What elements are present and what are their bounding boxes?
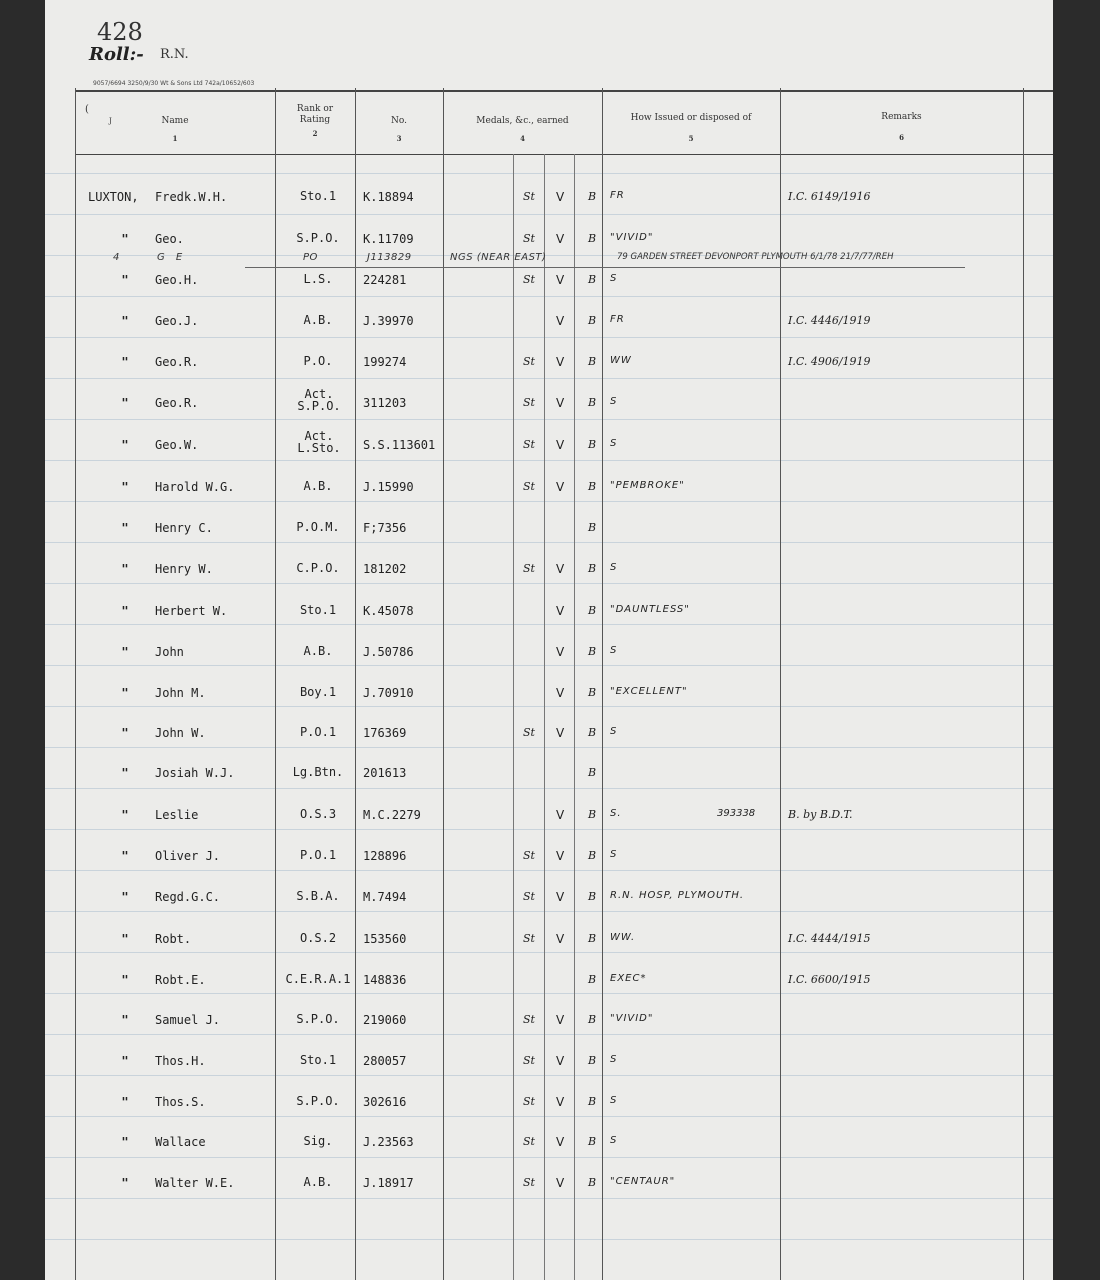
ruled-line <box>45 296 1053 297</box>
british-war-medal: B <box>588 766 597 779</box>
table-row <box>45 1095 1053 1117</box>
handwritten-insert <box>45 252 1053 274</box>
forename: Fredk.W.H. <box>155 190 228 204</box>
service-number: J.18917 <box>363 1176 414 1190</box>
star-medal: St <box>523 190 535 203</box>
table-row <box>45 973 1053 995</box>
rank: P.O.1 <box>299 848 337 862</box>
rank: P.O. <box>303 354 333 368</box>
forename: John <box>155 645 184 659</box>
victory-medal: V <box>556 1135 565 1149</box>
rank: L.S. <box>303 272 333 286</box>
how-issued: WW <box>610 355 632 366</box>
british-war-medal: B <box>588 1095 597 1108</box>
remarks: I.C. 4444/1915 <box>788 932 871 945</box>
british-war-medal: B <box>588 604 597 617</box>
ruled-line <box>45 788 1053 789</box>
british-war-medal: B <box>588 890 597 903</box>
how-issued: S <box>610 1095 618 1106</box>
col-j-mark: J <box>109 117 112 125</box>
name-ditto: " <box>121 1135 129 1149</box>
victory-medal: V <box>556 396 565 410</box>
british-war-medal: B <box>588 849 597 862</box>
rank: S.P.O. <box>296 231 340 245</box>
table-row <box>45 355 1053 377</box>
victory-medal: V <box>556 726 565 740</box>
how-issued: "PEMBROKE" <box>610 480 685 491</box>
how-issued: S <box>610 645 618 656</box>
ruled-line <box>45 214 1053 215</box>
rank: Boy.1 <box>299 685 337 699</box>
british-war-medal: B <box>588 808 597 821</box>
table-row <box>45 1135 1053 1157</box>
british-war-medal: B <box>588 645 597 658</box>
ruled-line <box>45 419 1053 420</box>
british-war-medal: B <box>588 973 597 986</box>
name-ditto: " <box>121 521 129 535</box>
name-ditto: " <box>121 932 129 946</box>
british-war-medal: B <box>588 686 597 699</box>
remarks: I.C. 6600/1915 <box>788 973 871 986</box>
star-medal: St <box>523 562 535 575</box>
victory-medal: V <box>556 604 565 618</box>
ruled-line <box>45 337 1053 338</box>
col-header-rank: Rank or Rating 2 <box>296 104 334 138</box>
victory-medal: V <box>556 438 565 452</box>
rank: P.O.1 <box>299 725 337 739</box>
col-header-how-issued: How Issued or disposed of 5 <box>630 113 752 143</box>
victory-medal: V <box>556 273 565 287</box>
col-header-medals: Medals, &c., earned 4 <box>476 116 569 143</box>
ruled-line <box>45 1157 1053 1158</box>
british-war-medal: B <box>588 232 597 245</box>
forename: Samuel J. <box>155 1013 221 1027</box>
rank: S.P.O. <box>296 1012 340 1026</box>
rank: A.B. <box>303 1175 333 1189</box>
british-war-medal: B <box>588 273 597 286</box>
table-row <box>45 314 1053 336</box>
table-row <box>45 890 1053 912</box>
insert-no: J113829 <box>367 252 412 263</box>
forename: Josiah W.J. <box>155 766 235 780</box>
name-ditto: " <box>121 1176 129 1190</box>
british-war-medal: B <box>588 562 597 575</box>
ruled-line <box>45 173 1053 174</box>
surname: LUXTON, <box>88 190 139 204</box>
how-issued: "VIVID" <box>610 232 654 243</box>
how-issued: R.N. HOSP, PLYMOUTH. <box>610 890 745 901</box>
victory-medal: V <box>556 808 565 822</box>
how-issued: S <box>610 849 618 860</box>
insert-address: 79 GARDEN STREET DEVONPORT PLYMOUTH 6/1/78 21/7/77/REH <box>617 252 894 262</box>
insert-name: G E <box>157 252 187 263</box>
table-row <box>45 562 1053 584</box>
forename: Herbert W. <box>155 604 228 618</box>
ruled-line <box>45 1239 1053 1240</box>
table-row <box>45 521 1053 543</box>
print-code: 9057/6694 3250/9/30 Wt & Sons Ltd 742a/10652/603 <box>93 80 255 87</box>
col-header-name: Name 1 <box>161 116 189 143</box>
how-issued: "VIVID" <box>610 1013 654 1024</box>
british-war-medal: B <box>588 355 597 368</box>
forename: Regd.G.C. <box>155 890 221 904</box>
service-number: 224281 <box>363 273 407 287</box>
forename: Geo.H. <box>155 273 199 287</box>
insert-rank: PO <box>303 252 318 263</box>
victory-medal: V <box>556 355 565 369</box>
col-header-remarks: Remarks 6 <box>881 112 922 142</box>
table-row <box>45 1013 1053 1035</box>
service-number: 280057 <box>363 1054 407 1068</box>
service-number: 128896 <box>363 849 407 863</box>
service-number: J.23563 <box>363 1135 414 1149</box>
rank: A.B. <box>303 644 333 658</box>
star-medal: St <box>523 232 535 245</box>
forename: Oliver J. <box>155 849 221 863</box>
name-ditto: " <box>121 355 129 369</box>
table-row <box>45 849 1053 871</box>
british-war-medal: B <box>588 1054 597 1067</box>
insert-medal: NGS (NEAR EAST) <box>450 252 547 263</box>
british-war-medal: B <box>588 521 597 534</box>
victory-medal: V <box>556 480 565 494</box>
rank: Act. L.Sto. <box>297 429 341 455</box>
forename: Geo.J. <box>155 314 199 328</box>
british-war-medal: B <box>588 480 597 493</box>
how-issued: FR <box>610 314 625 325</box>
victory-medal: V <box>556 932 565 946</box>
name-ditto: " <box>121 973 129 987</box>
star-medal: St <box>523 890 535 903</box>
victory-medal: V <box>556 890 565 904</box>
remarks: I.C. 6149/1916 <box>788 190 871 203</box>
ruled-line <box>45 460 1053 461</box>
how-issued: "DAUNTLESS" <box>610 604 690 615</box>
service-number: K.11709 <box>363 232 414 246</box>
victory-medal: V <box>556 1013 565 1027</box>
forename: Henry C. <box>155 521 213 535</box>
name-ditto: " <box>121 232 129 246</box>
forename: Geo. <box>155 232 184 246</box>
rank: A.B. <box>303 313 333 327</box>
insert-ditto: 4 <box>113 252 120 263</box>
star-medal: St <box>523 1095 535 1108</box>
service-number: K.45078 <box>363 604 414 618</box>
british-war-medal: B <box>588 314 597 327</box>
rank: S.B.A. <box>296 889 340 903</box>
star-medal: St <box>523 1054 535 1067</box>
rank: Sig. <box>303 1134 333 1148</box>
table-row <box>45 808 1053 830</box>
name-ditto: " <box>121 645 129 659</box>
victory-medal: V <box>556 849 565 863</box>
service-number: J.70910 <box>363 686 414 700</box>
table-row <box>45 190 1053 212</box>
table-row <box>45 932 1053 954</box>
star-medal: St <box>523 726 535 739</box>
how-issued: S <box>610 396 618 407</box>
how-issued: S <box>610 1054 618 1065</box>
table-row <box>45 604 1053 626</box>
service-number: 176369 <box>363 726 407 740</box>
service-number: J.15990 <box>363 480 414 494</box>
british-war-medal: B <box>588 726 597 739</box>
rank: Lg.Btn. <box>292 765 344 779</box>
remarks: B. by B.D.T. <box>788 808 853 821</box>
rank: Sto.1 <box>299 1053 337 1067</box>
how-issued: S <box>610 1135 618 1146</box>
star-medal: St <box>523 480 535 493</box>
forename: Robt.E. <box>155 973 206 987</box>
british-war-medal: B <box>588 1176 597 1189</box>
name-ditto: " <box>121 438 129 452</box>
forename: Thos.S. <box>155 1095 206 1109</box>
service-number: J.50786 <box>363 645 414 659</box>
how-issued: WW. <box>610 932 636 943</box>
header-bottom-rule <box>75 154 1053 155</box>
table-row <box>45 232 1053 254</box>
table-row <box>45 273 1053 295</box>
rank: Act. S.P.O. <box>297 387 341 413</box>
table-row <box>45 480 1053 502</box>
rank: C.P.O. <box>296 561 340 575</box>
table-row <box>45 686 1053 708</box>
forename: Thos.H. <box>155 1054 206 1068</box>
name-ditto: " <box>121 808 129 822</box>
name-ditto: " <box>121 1095 129 1109</box>
name-ditto: " <box>121 686 129 700</box>
name-ditto: " <box>121 273 129 287</box>
table-row <box>45 1054 1053 1076</box>
name-ditto: " <box>121 1054 129 1068</box>
victory-medal: V <box>556 562 565 576</box>
rank: C.E.R.A.1 <box>285 972 351 986</box>
how-issued: S <box>610 726 618 737</box>
forename: Geo.R. <box>155 396 199 410</box>
name-ditto: " <box>121 890 129 904</box>
british-war-medal: B <box>588 1135 597 1148</box>
name-ditto: " <box>121 480 129 494</box>
name-ditto: " <box>121 1013 129 1027</box>
ruled-line <box>45 378 1053 379</box>
rank: Sto.1 <box>299 189 337 203</box>
forename: John M. <box>155 686 206 700</box>
name-ditto: " <box>121 849 129 863</box>
forename: Geo.W. <box>155 438 199 452</box>
victory-medal: V <box>556 232 565 246</box>
service-number: J.39970 <box>363 314 414 328</box>
forename: Wallace <box>155 1135 206 1149</box>
how-issued: S <box>610 273 618 284</box>
victory-medal: V <box>556 1095 565 1109</box>
rank: S.P.O. <box>296 1094 340 1108</box>
table-top-rule <box>75 90 1053 92</box>
service-number: 181202 <box>363 562 407 576</box>
victory-medal: V <box>556 1054 565 1068</box>
star-medal: St <box>523 355 535 368</box>
forename: Harold W.G. <box>155 480 235 494</box>
victory-medal: V <box>556 1176 565 1190</box>
name-ditto: " <box>121 314 129 328</box>
col-left-mark: ( <box>85 104 89 115</box>
forename: Walter W.E. <box>155 1176 235 1190</box>
table-row <box>45 726 1053 748</box>
forename: John W. <box>155 726 206 740</box>
how-issued: "CENTAUR" <box>610 1176 676 1187</box>
rank: O.S.2 <box>299 931 337 945</box>
how-issued: S. <box>610 808 622 819</box>
table-row <box>45 766 1053 788</box>
star-medal: St <box>523 932 535 945</box>
star-medal: St <box>523 1013 535 1026</box>
insert-underline <box>245 267 965 268</box>
service-number: 153560 <box>363 932 407 946</box>
name-ditto: " <box>121 766 129 780</box>
col-header-no: No. 3 <box>391 116 407 143</box>
service-number: K.18894 <box>363 190 414 204</box>
service-number: S.S.113601 <box>363 438 436 452</box>
table-row <box>45 387 1053 418</box>
british-war-medal: B <box>588 1013 597 1026</box>
how-issued: S <box>610 562 618 573</box>
forename: Robt. <box>155 932 192 946</box>
how-issued: FR <box>610 190 625 201</box>
how-issued: "EXCELLENT" <box>610 686 688 697</box>
british-war-medal: B <box>588 438 597 451</box>
service-number: 201613 <box>363 766 407 780</box>
service-number: M.C.2279 <box>363 808 421 822</box>
star-medal: St <box>523 396 535 409</box>
rank: Sto.1 <box>299 603 337 617</box>
roll-label: Roll:- <box>89 44 144 65</box>
star-medal: St <box>523 849 535 862</box>
star-medal: St <box>523 1135 535 1148</box>
rank: A.B. <box>303 479 333 493</box>
service-number: M.7494 <box>363 890 407 904</box>
rank: O.S.3 <box>299 807 337 821</box>
table-row <box>45 429 1053 460</box>
service-number: 311203 <box>363 396 407 410</box>
forename: Leslie <box>155 808 199 822</box>
star-medal: St <box>523 1176 535 1189</box>
how-issued: S <box>610 438 618 449</box>
remarks-number: 393338 <box>717 808 756 819</box>
roll-page <box>45 0 1053 1280</box>
rank: P.O.M. <box>296 520 340 534</box>
service-number: 219060 <box>363 1013 407 1027</box>
service-number: F;7356 <box>363 521 407 535</box>
service-number: 302616 <box>363 1095 407 1109</box>
service-number: 148836 <box>363 973 407 987</box>
victory-medal: V <box>556 686 565 700</box>
roll-value: R.N. <box>160 47 189 62</box>
name-ditto: " <box>121 726 129 740</box>
victory-medal: V <box>556 314 565 328</box>
victory-medal: V <box>556 645 565 659</box>
british-war-medal: B <box>588 396 597 409</box>
name-ditto: " <box>121 396 129 410</box>
forename: Geo.R. <box>155 355 199 369</box>
service-number: 199274 <box>363 355 407 369</box>
british-war-medal: B <box>588 190 597 203</box>
remarks: I.C. 4446/1919 <box>788 314 871 327</box>
ruled-line <box>45 1198 1053 1199</box>
victory-medal: V <box>556 190 565 204</box>
name-ditto: " <box>121 604 129 618</box>
how-issued: EXEC* <box>610 973 647 984</box>
star-medal: St <box>523 438 535 451</box>
star-medal: St <box>523 273 535 286</box>
roll-number: 428 <box>97 18 143 46</box>
name-ditto: " <box>121 562 129 576</box>
table-row <box>45 645 1053 667</box>
remarks: I.C. 4906/1919 <box>788 355 871 368</box>
table-row <box>45 1176 1053 1198</box>
british-war-medal: B <box>588 932 597 945</box>
forename: Henry W. <box>155 562 213 576</box>
